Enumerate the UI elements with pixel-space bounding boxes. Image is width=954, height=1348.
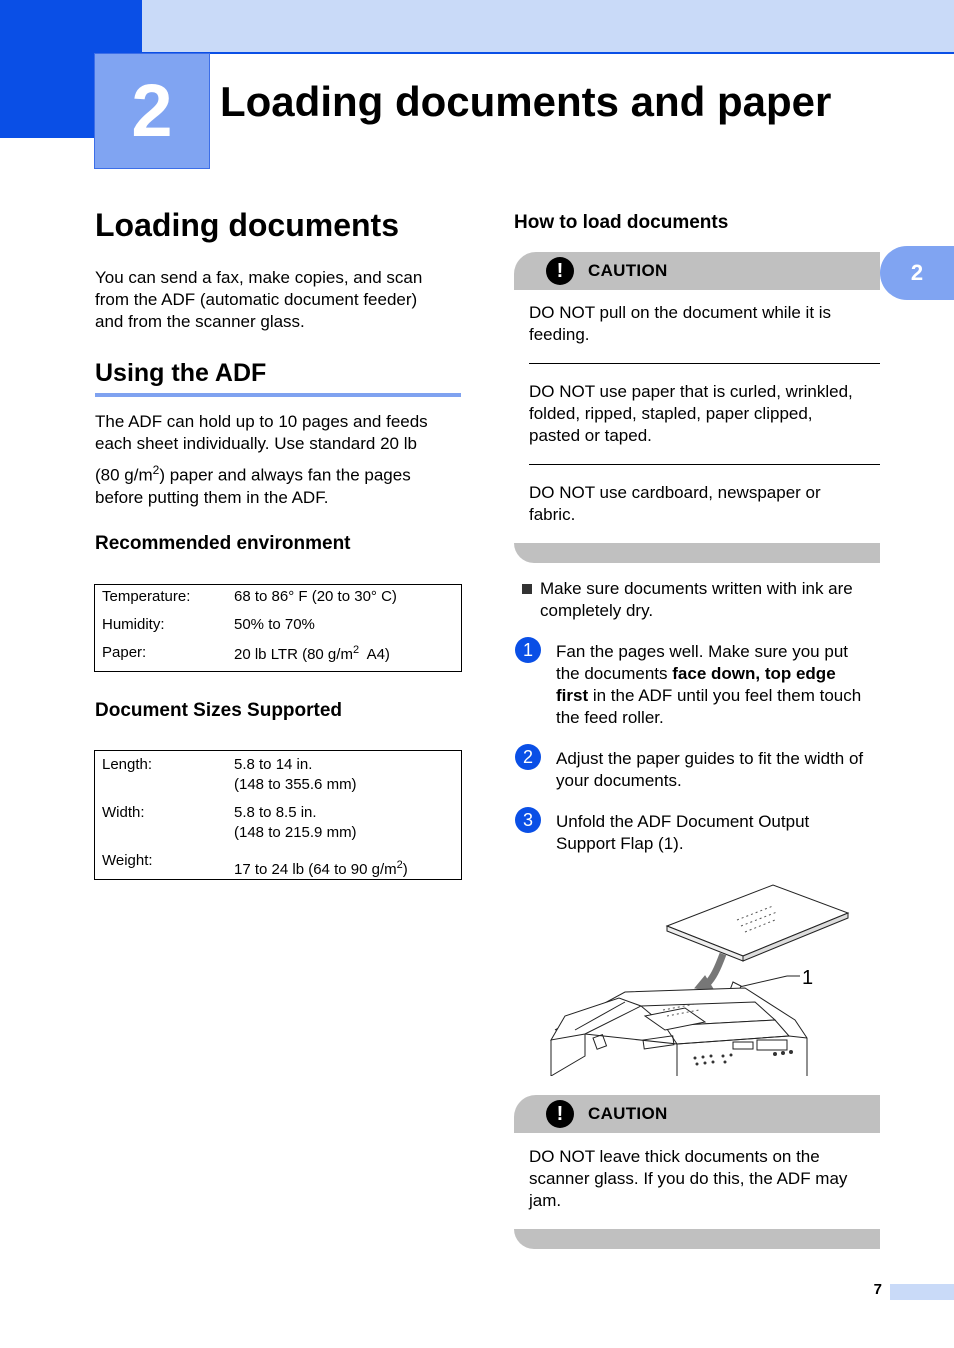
step-line: Unfold the ADF Document Output (556, 812, 810, 831)
header-rule (142, 52, 954, 54)
adf-line: each sheet individually. Use standard 20 lb (95, 434, 417, 453)
width-label: Width: (102, 804, 145, 821)
step-3-icon: 3 (515, 807, 541, 833)
weight-value (234, 851, 408, 880)
caution-line: fabric. (529, 505, 576, 524)
caution-line: DO NOT pull on the document while it is (529, 303, 832, 322)
width-value (234, 803, 408, 851)
caution-header (514, 252, 880, 290)
chapter-number: 2 (94, 53, 210, 169)
adf-paragraph (95, 411, 465, 509)
caution-item (529, 381, 884, 447)
superscript: 2 (396, 859, 403, 871)
heading-document-sizes: Document Sizes Supported (95, 700, 343, 721)
caution-line: jam. (529, 1191, 562, 1210)
step-text: the documents (556, 664, 673, 683)
adf-line: The ADF can hold up to 10 pages and feeds (95, 412, 428, 431)
chapter-side-tab[interactable]: 2 (880, 246, 954, 300)
step-line: Support Flap (1). (556, 834, 684, 853)
exclamation-icon: ! (546, 257, 574, 285)
caution-divider (529, 363, 880, 364)
caution-footer (514, 543, 880, 563)
heading-recommended-environment: Recommended environment (95, 533, 351, 554)
heading-how-to-load: How to load documents (514, 212, 729, 233)
section-heading-loading-documents: Loading documents (95, 207, 399, 243)
paper-label: Paper: (102, 644, 147, 661)
caution-label: CAUTION (588, 1104, 668, 1123)
intro-paragraph (95, 267, 465, 333)
chapter-title: Loading documents and paper (220, 78, 832, 125)
step-line: the feed roller. (556, 708, 664, 727)
step-line (556, 663, 886, 685)
paper-text: A4) (359, 646, 390, 663)
caution-line: DO NOT use paper that is curled, wrinkled, (529, 382, 853, 401)
step-text: in the ADF until you feel them touch (588, 686, 862, 705)
document-sizes-table (94, 750, 462, 880)
length-in: 5.8 to 14 in. (234, 756, 313, 773)
bullet-line: completely dry. (540, 601, 654, 620)
step-1-icon: 1 (515, 637, 541, 663)
exclamation-icon: ! (546, 1100, 574, 1128)
caution-item (529, 1146, 884, 1212)
adf-line (95, 459, 465, 487)
caution-line: DO NOT leave thick documents on the (529, 1147, 820, 1166)
intro-line: and from the scanner glass. (95, 312, 305, 331)
bullet-line: Make sure documents written with ink are (540, 579, 853, 598)
bullet-text (540, 578, 885, 622)
caution-divider (529, 464, 880, 465)
bullet-square-icon (522, 584, 532, 594)
temp-value: 68 to 86° F (20 to 30° C) (234, 588, 397, 605)
length-label: Length: (102, 756, 153, 773)
caution-footer (514, 1229, 880, 1249)
width-mm: (148 to 215.9 mm) (234, 824, 357, 841)
footer-band (890, 1284, 954, 1300)
subsection-heading-using-adf: Using the ADF (95, 359, 267, 387)
weight-text: 17 to 24 lb (64 to 90 g/m (234, 861, 397, 878)
step-3-text (556, 811, 886, 855)
caution-header (514, 1095, 880, 1133)
intro-line: You can send a fax, make copies, and scan (95, 268, 423, 287)
caution-line: DO NOT use cardboard, newspaper or (529, 483, 821, 502)
step-text-bold: first (556, 686, 589, 705)
paper-text: 20 lb LTR (80 g/m (234, 646, 353, 663)
superscript: 2 (352, 644, 360, 656)
step-line: Adjust the paper guides to fit the width of (556, 749, 864, 768)
weight-text: ) (402, 861, 408, 878)
step-line (556, 685, 886, 707)
humidity-label: Humidity: (102, 616, 165, 633)
step-2-text (556, 748, 886, 792)
caution-line: feeding. (529, 325, 590, 344)
page-number: 7 (873, 1281, 882, 1298)
caution-line: folded, ripped, stapled, paper clipped, (529, 404, 813, 423)
humidity-value: 50% to 70% (234, 616, 315, 633)
caution-item (529, 482, 884, 526)
temp-label: Temperature: (102, 588, 191, 605)
length-mm: (148 to 355.6 mm) (234, 776, 357, 793)
step-1-text (556, 641, 886, 729)
step-line: Fan the pages well. Make sure you put (556, 642, 848, 661)
step-2-icon: 2 (515, 744, 541, 770)
length-value (234, 755, 408, 803)
weight-label: Weight: (102, 852, 153, 869)
paper-value (234, 644, 397, 663)
width-in: 5.8 to 8.5 in. (234, 804, 317, 821)
caution-line: scanner glass. If you do this, the ADF may (529, 1169, 848, 1188)
adf-loading-illustration (545, 880, 865, 1076)
environment-table (94, 584, 462, 672)
header-band-light (142, 0, 954, 52)
step-text-bold: face down, top edge (672, 664, 836, 683)
step-line: your documents. (556, 771, 682, 790)
caution-line: pasted or taped. (529, 426, 652, 445)
intro-line: from the ADF (automatic document feeder) (95, 290, 418, 309)
adf-text: (80 g/m (95, 465, 153, 485)
caution-item (529, 302, 884, 346)
figure-callout-label: 1 (802, 967, 814, 989)
caution-label: CAUTION (588, 261, 668, 280)
superscript: 2 (152, 463, 160, 477)
heading-underline (95, 393, 461, 397)
adf-line: before putting them in the ADF. (95, 487, 329, 507)
adf-text: ) paper and always fan the pages (159, 465, 411, 485)
